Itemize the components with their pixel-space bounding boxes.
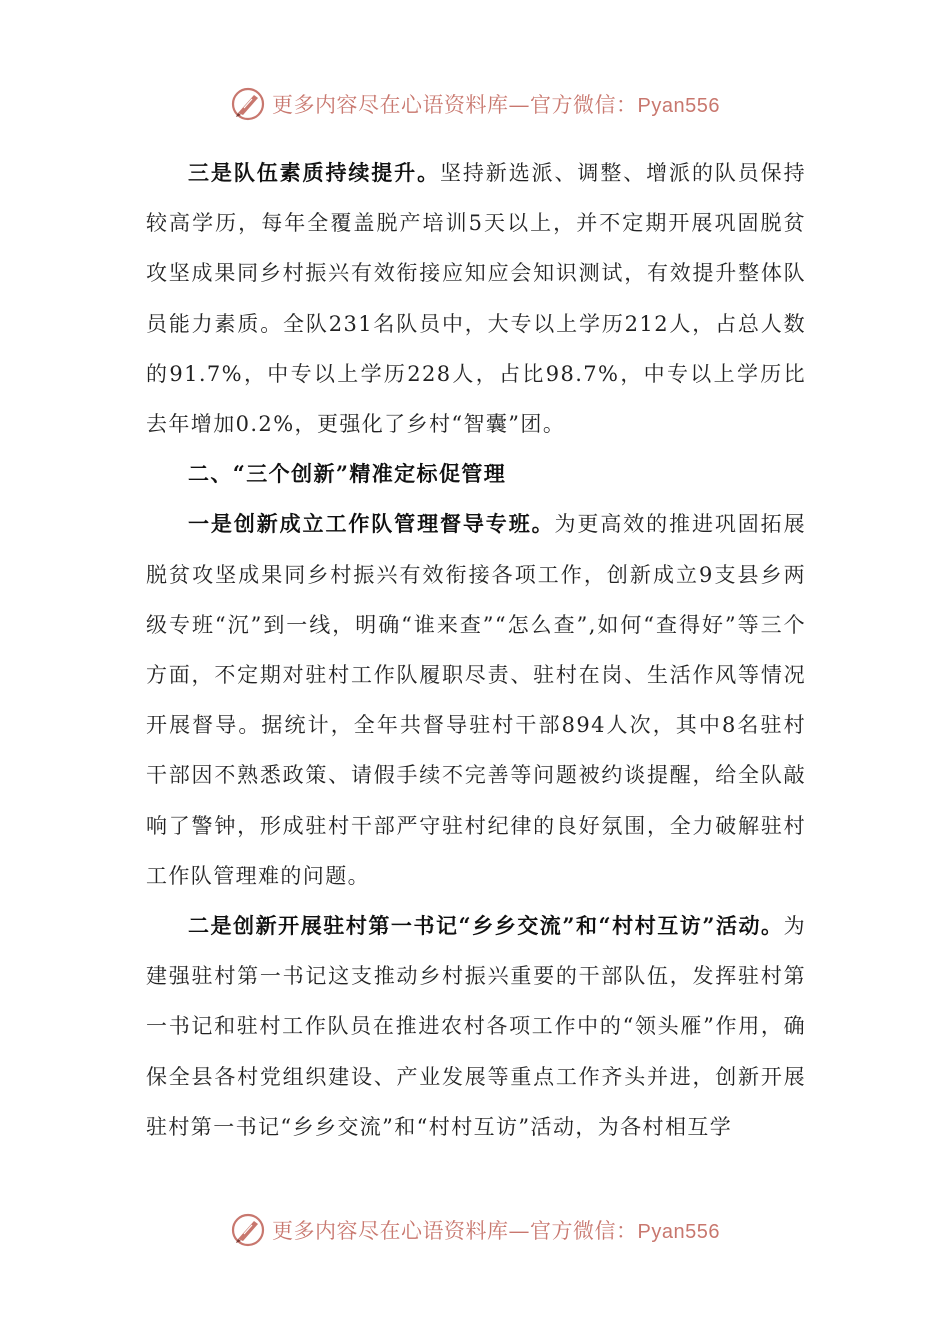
paragraph-text: 为建强驻村第一书记这支推动乡村振兴重要的干部队伍，发挥驻村第一书记和驻村工作队员在推进农村各项工作中的“领头雁”作用，确保全县各村党组织建设、产业发展等重点工作齐头并进，创新开展驻村第一书记“乡乡交流”和“村村互访”活动，为各村相互学: [146, 914, 806, 1139]
footer-watermark-banner: [0, 1208, 950, 1252]
paragraph-lead: 一是创新成立工作队管理督导专班。: [188, 511, 555, 537]
header-watermark-banner: [0, 82, 950, 126]
quill-pen-icon: [230, 86, 266, 122]
paragraph-supervision-team: [146, 499, 806, 901]
paragraph-lead: 二是创新开展驻村第一书记“乡乡交流”和“村村互访”活动。: [188, 913, 784, 939]
paragraph-team-quality: [146, 148, 806, 449]
section-heading: 二、“三个创新”精准定标促管理: [188, 461, 507, 487]
paragraph-lead: 三是队伍素质持续提升。: [188, 160, 440, 185]
banner-text: 更多内容尽在心语资料库—官方微信：Pyan556: [272, 93, 720, 117]
banner-brand: Pyan556: [637, 95, 720, 117]
banner-text: 更多内容尽在心语资料库—官方微信：Pyan556: [272, 1219, 720, 1243]
document-body: [146, 148, 806, 1152]
paragraph-text: 坚持新选派、调整、增派的队员保持较高学历，每年全覆盖脱产培训5天以上，并不定期开展巩固脱贫攻坚成果同乡村振兴有效衔接应知应会知识测试，有效提升整体队员能力素质。全队231名队员中，大专以上学历212人，占总人数的91.7%，中专以上学历228人，占比98.7%，中专以上学历比去年增加0.2%，更强化了乡村“智囊”团。: [146, 161, 806, 437]
paragraph-text: 为更高效的推进巩固拓展脱贫攻坚成果同乡村振兴有效衔接各项工作，创新成立9支县乡两级专班“沉”到一线，明确“谁来查”“怎么查”,如何“查得好”等三个方面，不定期对驻村工作队履职尽责、驻村在岗、生活作风等情况开展督导。据统计，全年共督导驻村干部894人次，其中8名驻村干部因不熟悉政策、请假手续不完善等问题被约谈提醒，给全队敲响了警钟，形成驻村干部严守驻村纪律的良好氛围，全力破解驻村工作队管理难的问题。: [146, 512, 806, 888]
paragraph-exchange-activity: [146, 901, 806, 1152]
banner-brand: Pyan556: [637, 1221, 720, 1243]
quill-pen-icon: [230, 1212, 266, 1248]
